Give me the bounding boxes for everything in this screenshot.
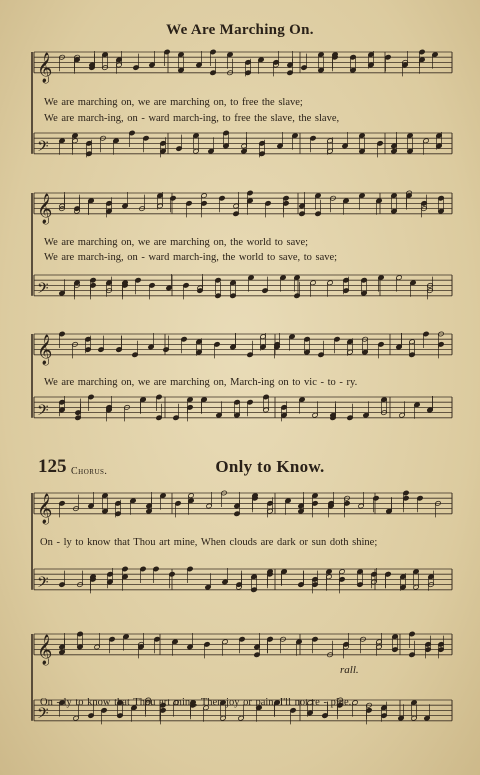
svg-text:𝄞: 𝄞: [37, 493, 53, 524]
svg-text:𝄢: 𝄢: [37, 573, 49, 595]
lyric-line: On - ly to know that Thou art mine, Then joy or pain, I'll not re - pine.: [40, 697, 352, 708]
hymn-number: 125: [38, 456, 67, 477]
svg-text:𝄞: 𝄞: [37, 193, 53, 224]
lyric-line: We are march-ing, on - ward march-ing, to free the slave, the slave,: [44, 113, 340, 124]
song-title-marching: We Are Marching On.: [166, 22, 314, 38]
rall-direction: rall.: [340, 664, 359, 676]
chorus-heading: Chorus.: [71, 466, 108, 477]
lyric-line: On - ly to know that Thou art mine, When clouds are dark or sun doth shine;: [40, 537, 378, 548]
lyric-line: We are marching on, we are marching on, the world to save;: [44, 237, 309, 248]
song-title-only-to-know: Only to Know.: [215, 457, 325, 476]
svg-text:𝄞: 𝄞: [37, 52, 53, 83]
svg-text:𝄢: 𝄢: [37, 137, 49, 159]
svg-text:𝄞: 𝄞: [37, 634, 53, 665]
svg-text:𝄞: 𝄞: [37, 334, 53, 365]
lyric-line: We are marching on, we are marching on, March-ing on to vic - to - ry.: [44, 377, 358, 388]
svg-text:𝄢: 𝄢: [37, 279, 49, 301]
svg-text:𝄢: 𝄢: [37, 704, 49, 726]
lyric-line: We are marching on, we are marching on, to free the slave;: [44, 97, 303, 108]
lyric-line: We are march-ing, on - ward march-ing, the world to save, to save;: [44, 252, 338, 263]
svg-text:𝄢: 𝄢: [37, 401, 49, 423]
